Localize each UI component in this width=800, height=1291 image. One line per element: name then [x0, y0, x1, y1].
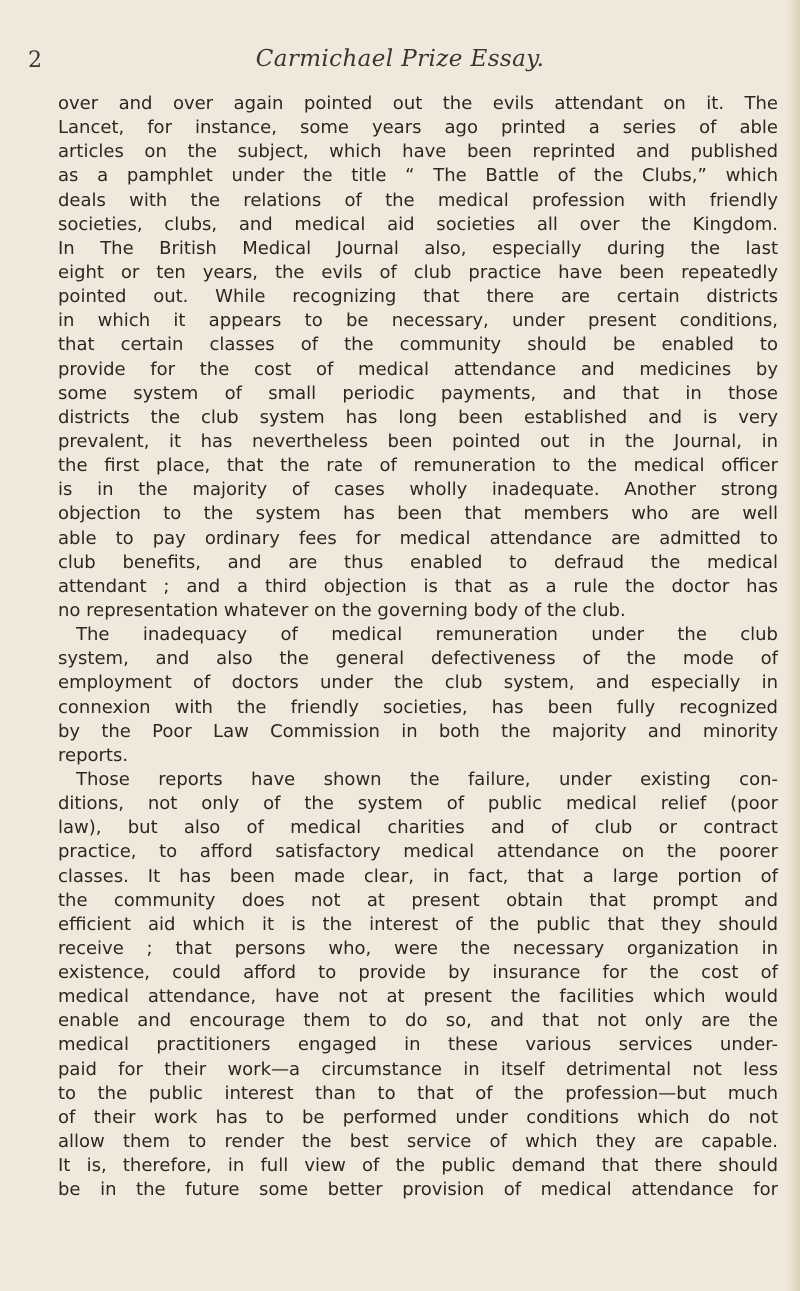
text-line: In The British Medical Journal also, especially during the last [58, 237, 778, 259]
page-number: 2 [28, 48, 42, 73]
text-line: is in the majority of cases wholly inadequate. Another strong [58, 479, 778, 501]
text-line: medical attendance, have not at present the facilities which would [58, 986, 778, 1008]
text-line: law), but also of medical charities and of club or contract [58, 817, 778, 839]
text-line: over and over again pointed out the evils attendant on it. The [58, 93, 778, 114]
text-line: It is, therefore, in full view of the public demand that there should [58, 1155, 778, 1177]
text-line: system, and also the general defectiveness of the mode of [58, 648, 778, 670]
text-line: objection to the system has been that members who are well [58, 503, 778, 525]
text-line: efficient aid which it is the interest of the public that they should [58, 913, 778, 935]
text-line: as a pamphlet under the title “ The Battle of the Clubs,” which [58, 165, 778, 187]
text-line: receive ; that persons who, were the necessary organization in [58, 937, 778, 959]
running-title: Carmichael Prize Essay. [255, 46, 545, 72]
text-line: be in the future some better provision of medical attendance for [58, 1179, 778, 1201]
text-line: enable and encourage them to do so, and that not only are the [58, 1010, 778, 1032]
text-line: districts the club system has long been established and is very [58, 406, 778, 428]
text-line: by the Poor Law Commission in both the majority and minority [58, 720, 778, 742]
text-line: practice, to afford satisfactory medical attendance on the poorer [58, 841, 778, 863]
text-line: no representation whatever on the governing body of the club. [58, 599, 626, 621]
text-line: articles on the subject, which have been reprinted and published [58, 141, 778, 163]
text-line: eight or ten years, the evils of club practice have been repeatedly [58, 261, 778, 283]
text-line: club benefits, and are thus enabled to defraud the medical [58, 551, 778, 573]
text-line: paid for their work—a circumstance in itself detrimental not less [58, 1058, 778, 1080]
text-line: existence, could afford to provide by insurance for the cost of [58, 962, 778, 984]
page-header [0, 40, 800, 80]
text-line: medical practitioners engaged in these various services under- [58, 1034, 778, 1056]
text-line: that certain classes of the community should be enabled to [58, 334, 778, 356]
text-line: attendant ; and a third objection is that as a rule the doctor has [58, 575, 778, 597]
text-line: classes. It has been made clear, in fact, that a large portion of [58, 865, 778, 887]
text-line: deals with the relations of the medical profession with friendly [58, 189, 778, 211]
text-line: The inadequacy of medical remuneration under the club [76, 624, 778, 646]
text-line: connexion with the friendly societies, has been fully recognized [58, 696, 778, 718]
text-line: employment of doctors under the club system, and especially in [58, 672, 778, 694]
text-line: to the public interest than to that of the profession—but much [58, 1082, 778, 1104]
text-line: the first place, that the rate of remuneration to the medical officer [58, 455, 778, 477]
text-line: pointed out. While recognizing that there are certain districts [58, 286, 778, 308]
page-edge-shadow [786, 0, 800, 1291]
text-line: provide for the cost of medical attendance and medicines by [58, 358, 778, 380]
text-line: of their work has to be performed under conditions which do not [58, 1106, 778, 1128]
text-line: able to pay ordinary fees for medical attendance are admitted to [58, 527, 778, 549]
text-line: Those reports have shown the failure, under existing con- [76, 768, 778, 790]
text-line: prevalent, it has nevertheless been pointed out in the Journal, in [58, 430, 778, 452]
text-line: the community does not at present obtain that prompt and [58, 889, 778, 911]
text-line: allow them to render the best service of which they are capable. [58, 1131, 778, 1153]
text-line: in which it appears to be necessary, under present conditions, [58, 310, 778, 332]
text-line: some system of small periodic payments, and that in those [58, 382, 778, 404]
text-line: societies, clubs, and medical aid societies all over the Kingdom. [58, 213, 778, 235]
body-text [58, 92, 778, 1202]
text-line: reports. [58, 744, 129, 766]
text-line: ditions, not only of the system of public medical relief (poor [58, 793, 778, 815]
text-line: Lancet, for instance, some years ago printed a series of able [58, 117, 778, 139]
